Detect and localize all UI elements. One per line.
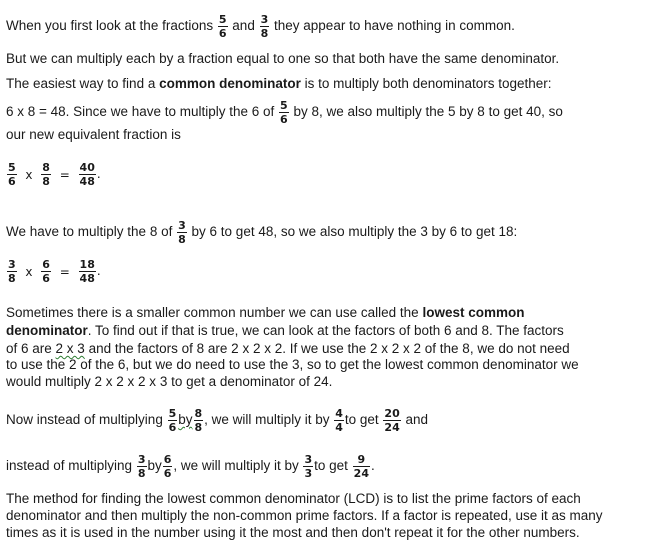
times-sign: x [25,167,33,182]
instead-line-2: instead of multiplying $\frac{3}{8}$ by $\frac{6}{6}$ , we will multiply it by $\frac{3}{3}$ to get $\frac{9}{24}$ . [6,453,375,480]
method-line-3: times as it is used in the number using it the most and then don't repeat it for the other numbers. [6,525,580,540]
fraction-8-8: $\frac{8}{8}$ [42,161,50,188]
lcd-line-3: of 6 are 2 x 3 and the factors of 8 are 2 x 2 x 2. If we use the 2 x 2 x 2 of the 8, we do not need [6,341,570,356]
spellcheck-squiggle: 2 x 3 [55,341,85,356]
fraction-20-24: $\frac{20}{24}$ [384,407,400,434]
method-line-1: The method for finding the lowest common denominator (LCD) is to list the prime factors of each [6,491,581,506]
lcd-line-4: to use the 2 of the 6, but we do need to use the 3, so to get the lowest common denominator we [6,357,579,372]
times-sign: x [25,264,33,279]
product-sentence: 6 x 8 = 48. Since we have to multiply the 6 of $\frac{5}{6}$ by 8, we also multiply the 5 by 8 to get 40, so [6,99,563,126]
fraction-6-6: $\frac{6}{6}$ [42,258,50,285]
bold-lowest-common: lowest common [422,305,525,320]
equation-2: $\frac{3}{8}$ x $\frac{6}{6}$ = $\frac{18}{48}$ . [8,258,101,285]
fraction-3-8: $\frac{3}{8}$ [260,13,269,40]
fraction-4-4: $\frac{4}{4}$ [335,407,343,434]
intro-text-1: When you first look at the fractions [6,18,214,34]
multiply-sentence: But we can multiply each by a fraction equal to one so that both have the same denominator. [6,51,560,66]
fraction-9-24: $\frac{9}{24}$ [353,453,369,480]
method-line-2: denominator and then multiply the non-common prime factors. If a factor is repeated, use it as many [6,508,603,523]
fraction-3-8: $\frac{3}{8}$ [137,453,146,480]
lcd-line-1: Sometimes there is a smaller common number we can use called the lowest common [6,305,525,320]
fraction-5-6: $\frac{5}{6}$ [168,407,177,434]
fraction-40-48: $\frac{40}{48}$ [79,161,95,188]
instead-line-1: Now instead of multiplying $\frac{5}{6}$ by $\frac{8}{8}$ , we will multiply it by $\frac{4}{4}$ to get $\frac{20}{24}$ and [6,407,429,434]
fraction-18-48: $\frac{18}{48}$ [79,258,95,285]
fraction-3-8: $\frac{3}{8}$ [8,258,16,285]
intro-line [6,14,515,39]
fraction-5-6: $\frac{5}{6}$ [218,13,227,40]
equals-sign: = [59,264,70,279]
fraction-8-8: $\frac{8}{8}$ [194,407,203,434]
equals-sign: = [59,167,70,182]
intro-text-2: they appear to have nothing in common. [274,18,515,34]
lcd-line-2: denominator. To find out if that is true, we can look at the factors of both 6 and 8. The factors [6,323,564,338]
easiest-sentence: The easiest way to find a common denominator is to multiply both denominators together: [6,76,552,91]
fraction-6-6: $\frac{6}{6}$ [163,453,172,480]
lcd-line-5: would multiply 2 x 2 x 2 x 3 to get a denominator of 24. [6,374,333,389]
bold-denominator: denominator [6,323,88,338]
fraction-5-6: $\frac{5}{6}$ [280,99,288,126]
fraction-3-8: $\frac{3}{8}$ [178,219,186,246]
eight-sentence: We have to multiply the 8 of $\frac{3}{8}$ by 6 to get 48, so we also multiply the 3 by 6 to get 18: [6,219,518,246]
equation-1: $\frac{5}{6}$ x $\frac{8}{8}$ = $\frac{40}{48}$ . [8,161,101,188]
fraction-3-3: $\frac{3}{3}$ [304,453,313,480]
fraction-5-6: $\frac{5}{6}$ [8,161,16,188]
equivalent-sentence: our new equivalent fraction is [6,127,181,142]
intro-and: and [232,18,255,34]
bold-common-denominator: common denominator [159,76,301,91]
